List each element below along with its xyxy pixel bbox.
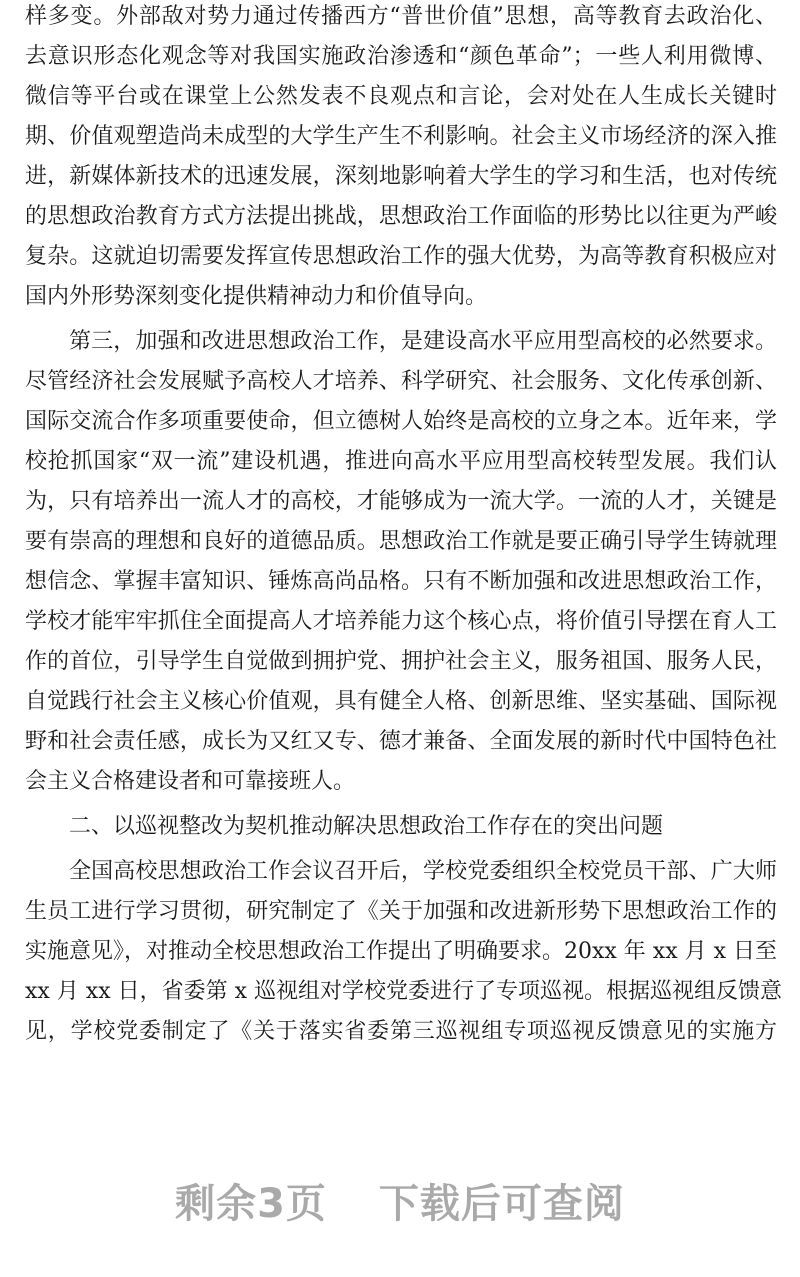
section-heading [25,807,777,847]
text-line: 微信等平台或在课堂上公然发表不良观点和言论，会对处在人生成长关键时 [25,84,777,109]
text-line: 会主义合格建设者和可靠接班人。 [25,769,356,794]
text-line: 第三，加强和改进思想政治工作，是建设高水平应用型高校的必然要求。 [69,329,777,354]
paragraph [25,852,783,1052]
text-line: 去意识形态化观念等对我国实施政治渗透和“颜色革命”；一些人利用微博、 [25,44,777,69]
text-line: 二、以巡视整改为契机推动解决思想政治工作存在的突出问题 [69,814,664,839]
text-line: 进，新媒体新技术的迅速发展，深刻地影响着大学生的学习和生活，也对传统 [25,164,777,189]
text-line: 为，只有培养出一流人才的高校，才能够成为一流大学。一流的人才，关键是 [25,489,777,514]
text-line: 校抢抓国家“双一流”建设机遇，推进向高水平应用型高校转型发展。我们认 [25,449,777,474]
text-line: 复杂。这就迫切需要发挥宣传思想政治工作的强大优势，为高等教育积极应对 [25,244,777,269]
text-line: 见，学校党委制定了《关于落实省委第三巡视组专项巡视反馈意见的实施方 [25,1019,777,1044]
text-line: 国际交流合作多项重要使命，但立德树人始终是高校的立身之本。近年来，学 [25,409,777,434]
text-line: 自觉践行社会主义核心价值观，具有健全人格、创新思维、坚实基础、国际视 [25,689,777,714]
text-line: 尽管经济社会发展赋予高校人才培养、科学研究、社会服务、文化传承创新、 [25,369,777,394]
text-line: 想信念、掌握丰富知识、锤炼高尚品格。只有不断加强和改进思想政治工作， [25,569,777,594]
text-line: 的思想政治教育方式方法提出挑战，思想政治工作面临的形势比以往更为严峻 [25,204,777,229]
text-line: 作的首位，引导学生自觉做到拥护党、拥护社会主义，服务祖国、服务人民， [25,649,777,674]
text-line: 学校才能牢牢抓住全面提高人才培养能力这个核心点，将价值引导摆在育人工 [25,609,777,634]
text-line: 要有崇高的理想和良好的道德品质。思想政治工作就是要正确引导学生铸就理 [25,529,777,554]
text-line: 全国高校思想政治工作会议召开后，学校党委组织全校党员干部、广大师 [69,859,777,884]
text-line: 样多变。外部敌对势力通过传播西方“普世价值”思想，高等教育去政治化、 [25,4,777,29]
text-line: 生员工进行学习贯彻，研究制定了《关于加强和改进新形势下思想政治工作的 [25,899,777,924]
text-line: 实施意见》，对推动全校思想政治工作提出了明确要求。20xx 年 xx 月 x 日至 [25,939,777,964]
text-line: 野和社会责任感，成长为又红又专、德才兼备、全面发展的新时代中国特色社 [25,729,777,754]
download-to-view-label[interactable]: 下载后可查阅 [378,1181,625,1227]
text-line: 国内外形势深刻变化提供精神动力和价值导向。 [25,284,488,309]
remaining-pages-label: 剩余3页 [175,1181,327,1227]
text-line: 期、价值观塑造尚未成型的大学生产生不利影响。社会主义市场经济的深入推 [25,124,777,149]
paragraph [25,322,777,802]
text-line: xx 月 xx 日，省委第 x 巡视组对学校党委进行了专项巡视。根据巡视组反馈意 [25,979,783,1004]
paragraph [25,0,777,317]
document-body [25,0,783,1052]
download-prompt-banner[interactable] [0,1172,800,1229]
